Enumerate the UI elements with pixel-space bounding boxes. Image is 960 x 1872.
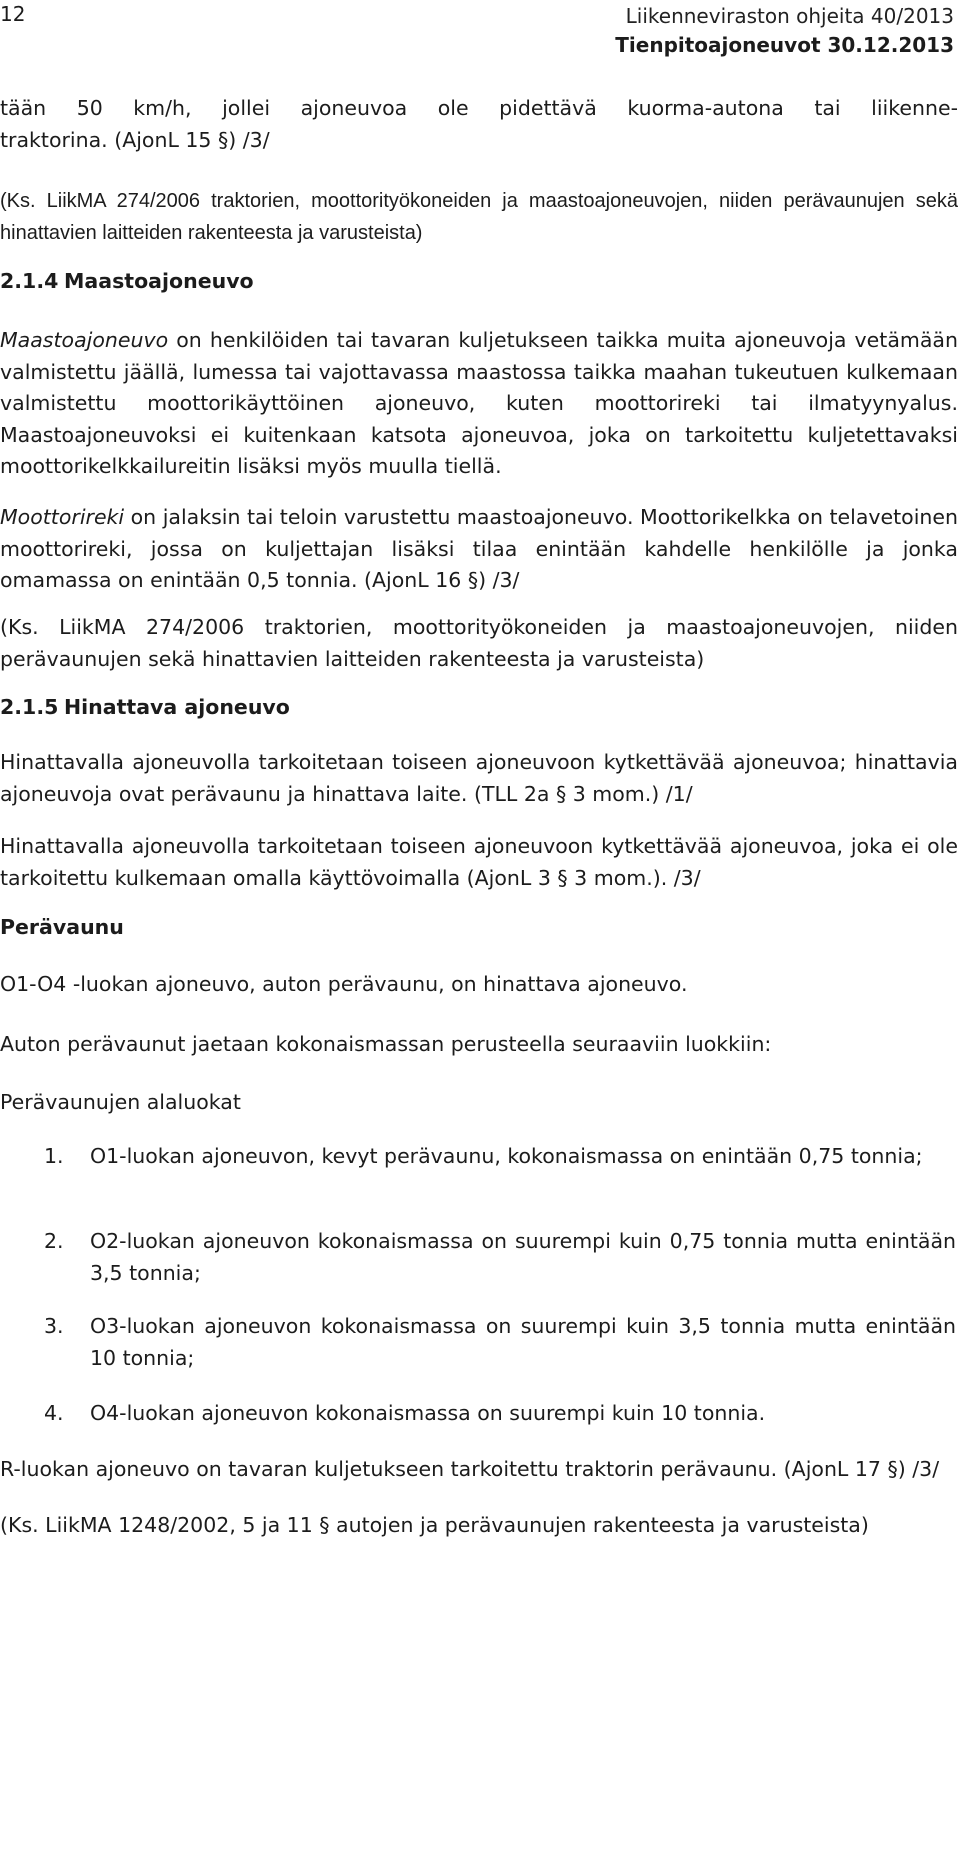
definition-paragraph <box>0 325 958 483</box>
list-text: O4-luokan ajoneuvon kokonaismassa on suurempi kuin 10 tonnia. <box>90 1401 766 1425</box>
definition-paragraph <box>0 502 958 597</box>
section-number: 2.1.4 <box>0 269 59 293</box>
paragraph-line: tään 50 km/h, jollei ajoneuvoa ole pidettävä kuorma-autona tai liikenne- <box>0 96 958 120</box>
paragraph-line: traktorina. (AjonL 15 §) /3/ <box>0 128 270 152</box>
list-item <box>0 1226 958 1290</box>
paragraph: Auton perävaunut jaetaan kokonaismassan perusteella seuraaviin luokkiin: <box>0 1032 772 1056</box>
list-text: O3-luokan ajoneuvon kokonaismassa on suurempi kuin 3,5 tonnia mutta enintään 10 tonnia; <box>90 1314 956 1370</box>
definition-text: on jalaksin tai teloin varustettu maastoajoneuvo. Moottorikelkka on telavetoinen moottorireki, jossa on kuljettajan lisäksi tilaa enintään kahdelle henkilölle ja jonka omamassa on enintään 0,5 tonnia. (AjonL 16 §) /3/ <box>0 505 958 592</box>
list-title: Perävaunujen alaluokat <box>0 1090 241 1114</box>
list-number: 3. <box>44 1314 64 1338</box>
paragraph: Hinattavalla ajoneuvolla tarkoitetaan toiseen ajoneuvoon kytkettävää ajoneuvoa; hinattavia ajoneuvoja ovat perävaunu ja hinattava laite. (TLL 2a § 3 mom.) /1/ <box>0 750 958 806</box>
list-number: 2. <box>44 1229 64 1253</box>
publication-title: Liikenneviraston ohjeita 40/2013 <box>625 4 954 28</box>
paragraph: Hinattavalla ajoneuvolla tarkoitetaan toiseen ajoneuvoon kytkettävää ajoneuvoa, joka ei ole tarkoitettu kulkemaan omalla käyttövoimalla (AjonL 3 § 3 mom.). /3/ <box>0 834 958 890</box>
list-number: 4. <box>44 1401 64 1425</box>
list-item <box>0 1311 958 1375</box>
reference-paragraph: (Ks. LiikMA 1248/2002, 5 ja 11 § autojen ja perävaunujen rakenteesta ja varusteista) <box>0 1513 869 1537</box>
section-heading-2-1-4 <box>0 269 254 293</box>
subheading-peravaunu: Perävaunu <box>0 915 124 939</box>
list-item <box>0 1398 958 1430</box>
running-header <box>615 2 954 60</box>
list-number: 1. <box>44 1144 64 1168</box>
paragraph: R-luokan ajoneuvo on tavaran kuljetukseen tarkoitettu traktorin perävaunu. (AjonL 17 §) /3/ <box>0 1457 940 1481</box>
list-text: O1-luokan ajoneuvon, kevyt perävaunu, kokonaismassa on enintään 0,75 tonnia; <box>90 1144 923 1168</box>
reference-paragraph: (Ks. LiikMA 274/2006 traktorien, moottorityökoneiden ja maastoajoneuvojen, niiden perävaunujen sekä hinattavien laitteiden rakenteesta ja varusteista) <box>0 190 958 244</box>
paragraph: O1-O4 -luokan ajoneuvo, auton perävaunu, on hinattava ajoneuvo. <box>0 972 688 996</box>
list-text: O2-luokan ajoneuvon kokonaismassa on suurempi kuin 0,75 tonnia mutta enintään 3,5 tonnia; <box>90 1229 956 1285</box>
section-number: 2.1.5 <box>0 695 59 719</box>
defined-term: Maastoajoneuvo <box>0 328 169 352</box>
definition-text: on henkilöiden tai tavaran kuljetukseen taikka muita ajoneuvoja vetämään valmistettu jäällä, lumessa tai vajottavassa maastossa taikka maahan tukeutuen kulkemaan valmistettu moottorikäyttöinen ajoneuvo, kuten moottorireki tai ilmatyynyalus. Maastoajoneuvoksi ei kuitenkaan katsota ajoneuvoa, joka on tarkoitettu kuljetettavaksi moottorikelkkailureitin lisäksi myös muulla tiellä. <box>0 328 958 478</box>
section-title: Maastoajoneuvo <box>64 269 254 293</box>
document-subtitle: Tienpitoajoneuvot 30.12.2013 <box>615 33 954 57</box>
page-number: 12 <box>0 2 26 26</box>
list-item <box>0 1141 958 1205</box>
defined-term: Moottorireki <box>0 505 125 529</box>
reference-paragraph: (Ks. LiikMA 274/2006 traktorien, moottorityökoneiden ja maastoajoneuvojen, niiden perävaunujen sekä hinattavien laitteiden rakenteesta ja varusteista) <box>0 615 958 671</box>
section-title: Hinattava ajoneuvo <box>64 695 290 719</box>
section-heading-2-1-5 <box>0 695 290 719</box>
